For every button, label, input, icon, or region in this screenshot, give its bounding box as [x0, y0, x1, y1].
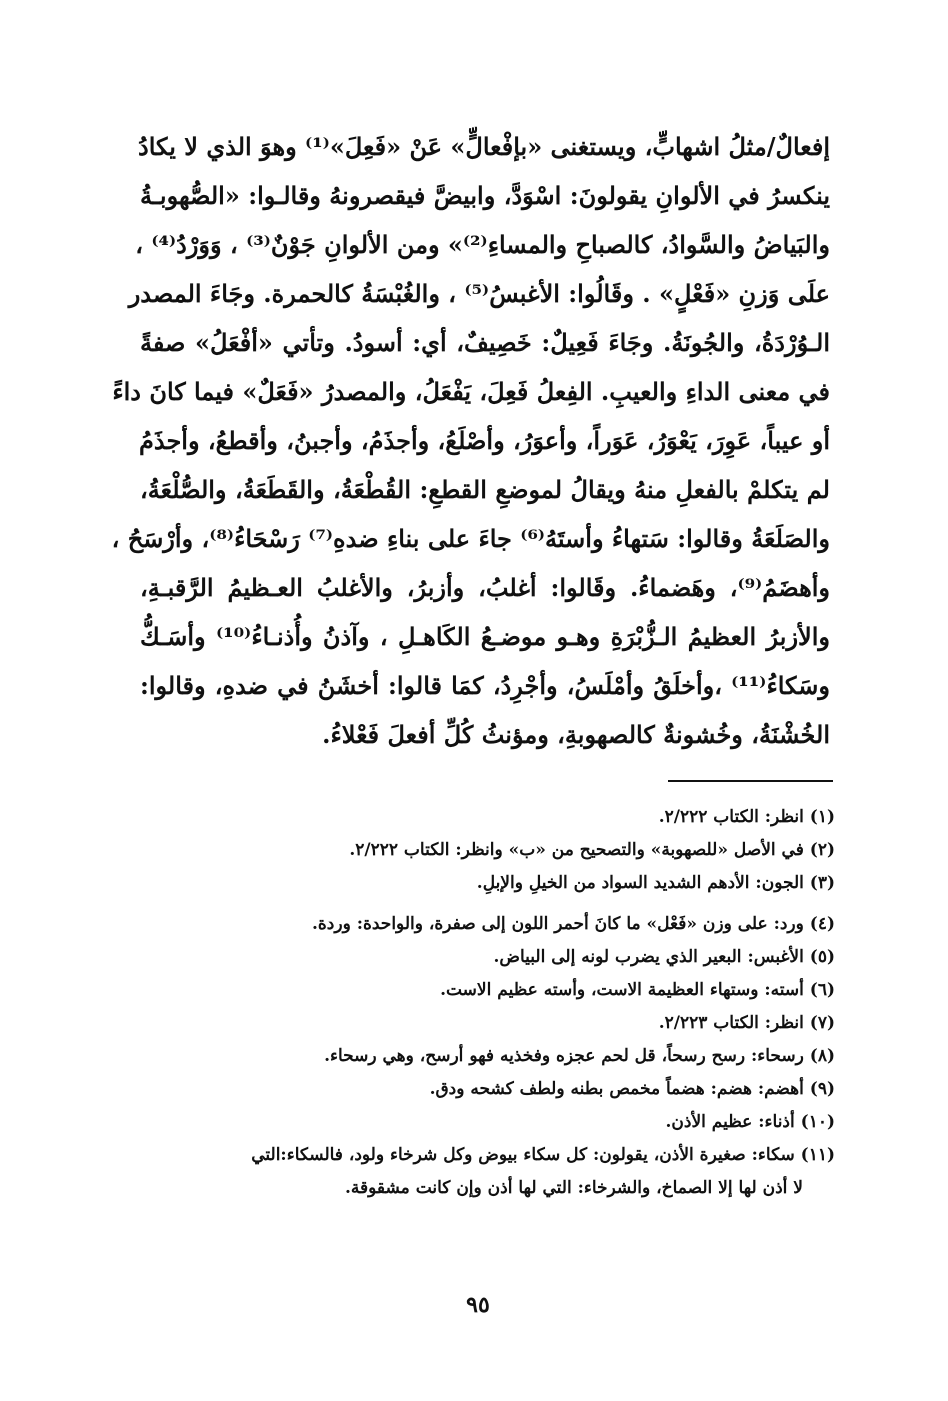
footnote: (٤) ورد: على وزن «فَعْل» ما كانَ أحمر اللون إلى صفرة، والواحدة: وردة.: [311, 914, 835, 934]
text-line: إفعالٌ/مثلُ اشهابٍّ، ويستغنى «بإفْعالٍّ» عَنْ «فَعِلَ»⁽¹⁾ وهوَ الذي لا يكادُ: [138, 132, 830, 161]
footnote: (٦) أسته: وستهاء العظيمة الاست، وأسته عظيم الاست.: [440, 980, 835, 1000]
footnote: (٥) الأغبس: البعير الذي يضرب لونه إلى البياض.: [493, 947, 835, 967]
footnote-separator: [668, 780, 833, 782]
footnote: (٩) أهضم: هضم: هضماً مخمص بطنه ولطف كشحه ودق.: [429, 1079, 835, 1099]
text-line: لم يتكلمْ بالفعلِ منهُ ويقالُ لموضعِ القطعِ: القُطْعَةُ، والقَطَعَةُ، والصُّلْعَةُ،: [140, 475, 830, 504]
footnotes: [150, 801, 835, 1205]
text-line: في معنى الداءِ والعيبِ. الفِعلُ فَعِلَ، يَفْعَلُ، والمصدرُ «فَعَلٌ» فيما كانَ داءً: [112, 377, 830, 406]
text-line: وأهضَمُ⁽⁹⁾، وهَضماءُ. وقَالوا: أغلبُ، وأزبرُ، والأغلبُ العـظيمُ الرَّقبـةِ،: [140, 573, 830, 602]
footnote-continuation: لا أذن لها إلا الصماخ، والشرخاء: التي لها أذن وإن كانت مشقوقة.: [344, 1178, 803, 1198]
text-line: والبَياضُ والسَّوادُ، كالصباحِ والمساءِ⁽²⁾» ومن الألوانِ جَوْنٌ⁽³⁾ ، وَوَرْدُ⁽⁴⁾ ،: [135, 230, 830, 259]
text-line: الخُشْنَةُ، وخُشونةٌ كالصهوبةِ، ومؤنثُ كُلِّ أفعلَ فَعْلاءُ.: [322, 720, 830, 749]
footnote: (١١) سكاء: صغيرة الأذن، يقولون: كل سكاء بيوض وكل شرخاء ولود، فالسكاء:التي: [251, 1145, 835, 1165]
main-text: [111, 122, 830, 759]
footnote: (٨) رسحاء: رسح رسحاً، قل لحم عجزه وفخذيه فهو أرسح، وهي رسحاء.: [324, 1046, 835, 1066]
text-line: علَى وَزنِ «فَعْلٍ» . وقَالُوا: الأغبسُ⁽⁵⁾ ، والغُبْسَةُ كالحمرة. وجَاءَ المصدر: [128, 279, 830, 308]
text-line: أو عيباً، عَوِرَ، يَعْوَرُ، عَوَراً، وأعوَرُ، وأصْلَعُ، وأجذَمُ، وأجبنُ، وأقطعُ، وأجذَمُ: [139, 426, 830, 455]
page-number: ٩٥: [466, 1292, 490, 1318]
footnote: (٧) انظر: الكتاب ٢/٢٢٣.: [658, 1013, 835, 1033]
text-line: وسَكاءُ⁽¹¹⁾ ،وأخلَقُ وأمْلَسُ، وأجْرِدُ، كمَا قالوا: أخشَنُ في ضدهِ، وقالوا:: [140, 671, 830, 700]
footnote: (١٠) أذناء: عظيم الأذن.: [665, 1112, 835, 1132]
text-line: ينكسرُ في الألوانِ يقولونَ: اسْوَدَّ، وابيضَّ فيقصرونهُ وقالـوا: «الصُّهوبـةُ: [140, 181, 830, 210]
footnote: (٣) الجون: الأدهم الشديد السواد من الخيلِ والإبلِ.: [476, 873, 835, 893]
text-line: والأزبرُ العظيمُ الـزُّبْرَةِ وهـو موضـعُ الكَاهـلِ ، وآذنُ وأُذنـاءُ⁽¹⁰⁾ وأسَـكُّ: [140, 622, 830, 651]
text-line: والصَلَعَةُ وقالوا: سَتهاءُ وأستَهُ⁽⁶⁾ جاءَ على بناءِ ضدهِ⁽⁷⁾ رَسْحَاءُ⁽⁸⁾، وأرْسَحُ ،: [111, 524, 830, 553]
footnote: (١) انظر: الكتاب ٢/٢٢٢.: [658, 807, 835, 827]
text-line: الـوُرْدَةُ، والجُونَةُ. وجَاءَ فَعِيلٌ: خَصِيفٌ، أي: أسودُ. وتأتي «أفْعَلُ» صفةً: [140, 328, 830, 357]
footnote: (٢) في الأصل «للصهوبة» والتصحيح من «ب» وانظر: الكتاب ٢/٢٢٢.: [349, 840, 835, 860]
